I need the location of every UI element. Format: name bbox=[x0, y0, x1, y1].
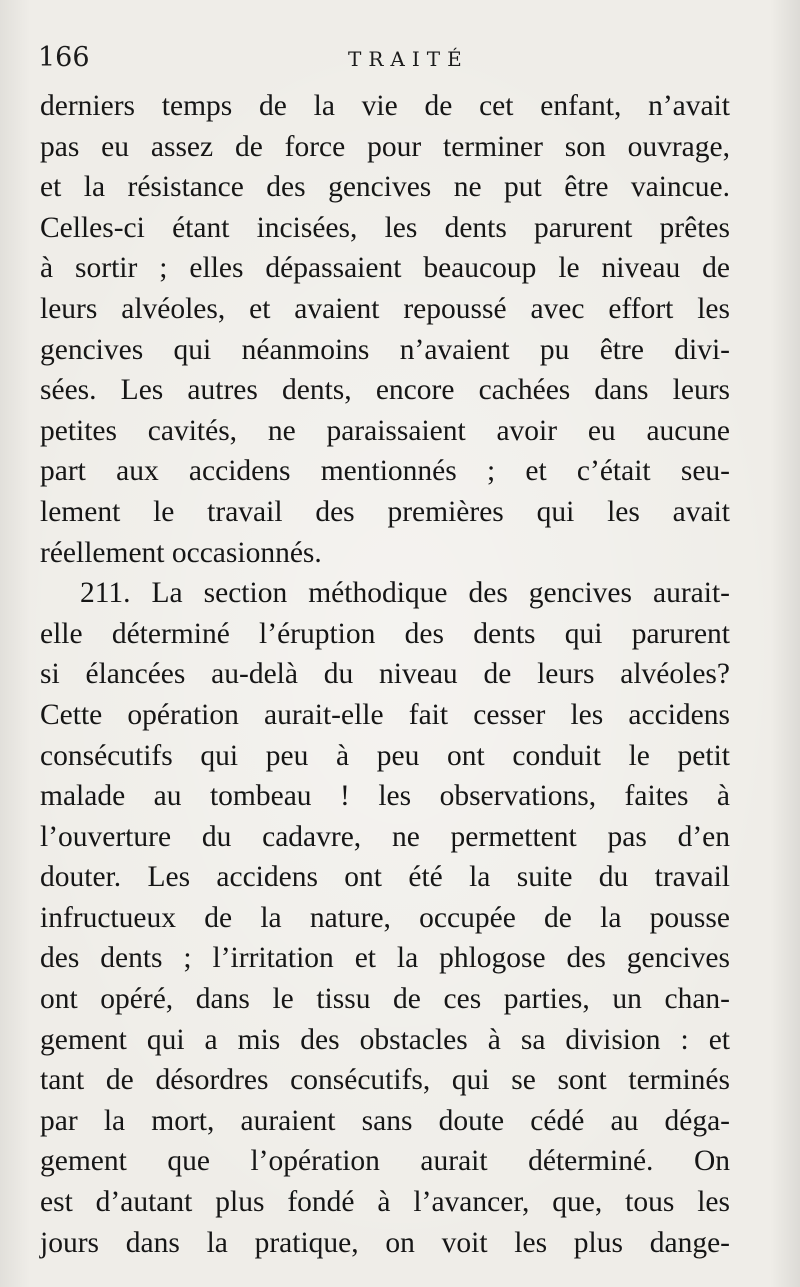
running-head: TRAITÉ bbox=[348, 47, 469, 71]
text-line: par la mort, auraient sans doute cédé au déga- bbox=[40, 1104, 730, 1137]
text-line: Celles-ci étant incisées, les dents parurent prêtes bbox=[40, 211, 730, 244]
text-line: malade au tombeau ! les observations, faites à bbox=[40, 780, 730, 813]
text-line: des dents ; l’irritation et la phlogose des gencives bbox=[40, 942, 730, 975]
text-line: l’ouverture du cadavre, ne permettent pas d’en bbox=[40, 820, 730, 853]
text-line: leurs alvéoles, et avaient repoussé avec effort les bbox=[40, 292, 730, 325]
text-line: gement qui a mis des obstacles à sa division : et bbox=[40, 1023, 730, 1056]
text-line: lement le travail des premières qui les avait bbox=[40, 495, 730, 528]
text-line: gencives qui néanmoins n’avaient pu être divi- bbox=[40, 333, 730, 366]
text-line: réellement occasionnés. bbox=[40, 536, 322, 569]
text-line: petites cavités, ne paraissaient avoir eu aucune bbox=[40, 414, 730, 447]
text-line: douter. Les accidens ont été la suite du travail bbox=[40, 861, 730, 894]
text-line: à sortir ; elles dépassaient beaucoup le niveau de bbox=[40, 252, 730, 285]
text-line: elle déterminé l’éruption des dents qui parurent bbox=[40, 617, 730, 650]
text-line: et la résistance des gencives ne put être vaincue. bbox=[40, 171, 730, 204]
text-line: infructueux de la nature, occupée de la pousse bbox=[40, 901, 730, 934]
text-line: est d’autant plus fondé à l’avancer, que, tous les bbox=[40, 1186, 730, 1219]
text-line: ont opéré, dans le tissu de ces parties, un chan- bbox=[40, 983, 730, 1016]
page-number: 166 bbox=[38, 42, 90, 73]
text-line: part aux accidens mentionnés ; et c’était seu- bbox=[40, 455, 730, 488]
text-line: pas eu assez de force pour terminer son ouvrage, bbox=[40, 130, 730, 163]
text-line: Cette opération aurait-elle fait cesser les accidens bbox=[40, 698, 730, 731]
page-header bbox=[38, 38, 738, 82]
text-line: derniers temps de la vie de cet enfant, n’avait bbox=[40, 90, 730, 122]
text-line: 211. La section méthodique des gencives aurait- bbox=[80, 577, 730, 610]
text-line: jours dans la pratique, on voit les plus dange- bbox=[40, 1226, 730, 1259]
text-line: tant de désordres consécutifs, qui se sont terminés bbox=[40, 1064, 730, 1097]
text-line: consécutifs qui peu à peu ont conduit le petit bbox=[40, 739, 730, 772]
text-line: gement que l’opération aurait déterminé. On bbox=[40, 1145, 730, 1178]
text-line: sées. Les autres dents, encore cachées dans leurs bbox=[40, 374, 730, 407]
text-line: si élancées au-delà du niveau de leurs alvéoles? bbox=[40, 658, 730, 691]
body-text bbox=[40, 86, 730, 1263]
